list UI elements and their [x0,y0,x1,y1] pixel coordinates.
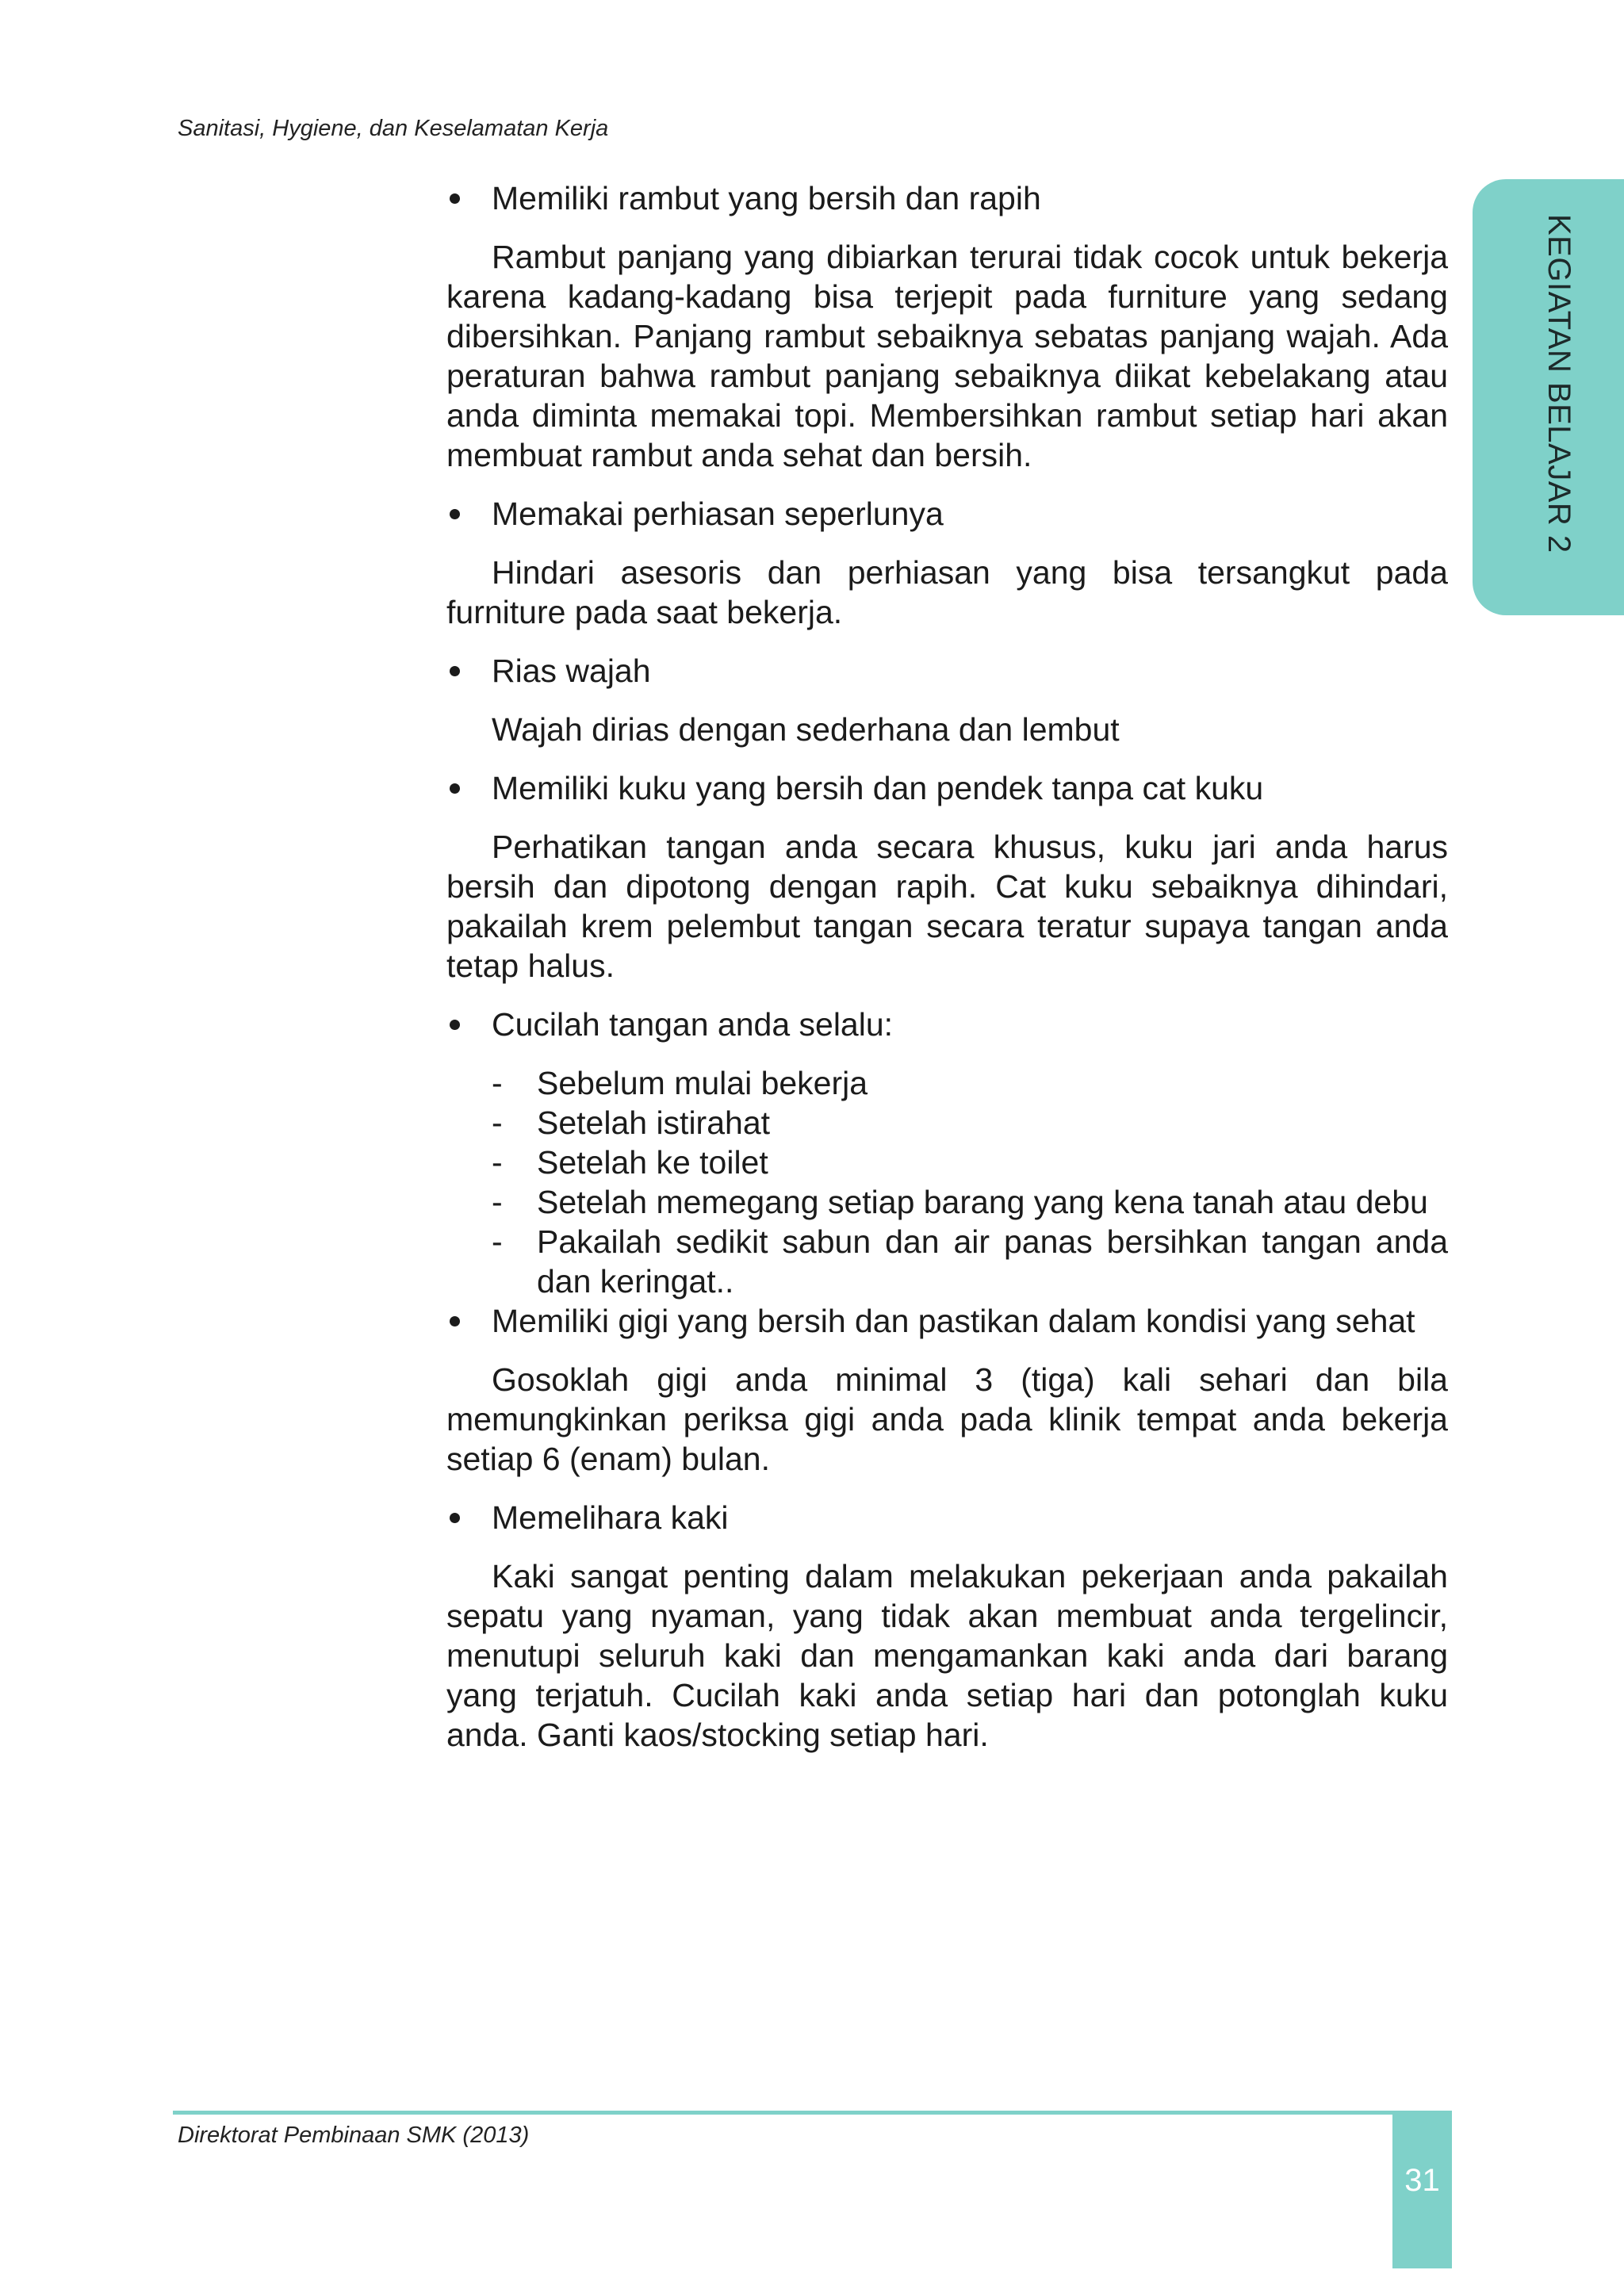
main-content [446,178,1448,1774]
bullet-item [446,1301,1448,1341]
bullet-dot-icon [450,666,460,676]
bullet-text: Cucilah tangan anda selalu: [492,1006,894,1043]
bullet-text: Memakai perhiasan seperlunya [492,496,944,532]
bullet-item [446,1005,1448,1044]
dash-item-text: Setelah memegang setiap barang yang kena tanah atau debu [537,1184,1428,1220]
bullet-text: Rias wajah [492,653,651,689]
paragraph: Perhatikan tangan anda secara khusus, kuku jari anda harus bersih dan dipotong dengan rapih. Cat kuku sebaiknya dihindari, pakailah krem pelembut tangan secara teratur supaya tangan anda tetap halus. [446,829,1448,984]
footer-publisher: Direktorat Pembinaan SMK (2013) [178,2123,530,2148]
dash-icon: - [492,1104,503,1141]
footer-rule [173,2111,1392,2115]
dash-item-text: Pakailah sedikit sabun dan air panas bersihkan tangan anda dan keringat.. [537,1223,1448,1300]
bullet-text: Memiliki rambut yang bersih dan rapih [492,180,1041,216]
dash-list-item [446,1182,1448,1222]
bullet-dot-icon [450,1513,460,1523]
bullet-text: Memiliki gigi yang bersih dan pastikan dalam kondisi yang sehat [492,1303,1415,1339]
bullet-item [446,768,1448,808]
bullet-dot-icon [450,193,460,204]
dash-list-item [446,1103,1448,1143]
paragraph: Hindari asesoris dan perhiasan yang bisa tersangkut pada furniture pada saat bekerja. [446,554,1448,630]
dash-list-item [446,1143,1448,1182]
dash-item-text: Setelah istirahat [537,1104,771,1141]
bullet-item [446,178,1448,218]
side-tab-label: KEGIATAN BELAJAR 2 [1542,214,1576,553]
dash-icon: - [492,1223,503,1260]
dash-item-text: Setelah ke toilet [537,1144,768,1181]
bullet-item [446,651,1448,691]
page-number: 31 [1404,2163,1440,2198]
dash-list-item [446,1063,1448,1103]
bullet-dot-icon [450,1316,460,1326]
paragraph: Kaki sangat penting dalam melakukan pekerjaan anda pakailah sepatu yang nyaman, yang tidak akan membuat anda tergelincir, menutupi seluruh kaki dan mengamankan kaki anda dari barang yang terjatuh. Cucilah kaki anda setiap hari dan potonglah kuku anda. Ganti kaos/stocking setiap hari. [446,1558,1448,1753]
bullet-text: Memelihara kaki [492,1499,729,1536]
running-header: Sanitasi, Hygiene, dan Keselamatan Kerja [178,116,609,141]
bullet-dot-icon [450,783,460,794]
bullet-item [446,494,1448,534]
bullet-text: Memiliki kuku yang bersih dan pendek tanpa cat kuku [492,770,1264,806]
bullet-item [446,1498,1448,1537]
paragraph: Rambut panjang yang dibiarkan terurai tidak cocok untuk bekerja karena kadang-kadang bisa terjepit pada furniture yang sedang dibersihkan. Panjang rambut sebaiknya sebatas panjang wajah. Ada peraturan bahwa rambut panjang sebaiknya diikat kebelakang atau anda diminta memakai topi. Membersihkan rambut setiap hari akan membuat rambut anda sehat dan bersih. [446,239,1448,473]
dash-list [446,1063,1448,1301]
paragraph: Gosoklah gigi anda minimal 3 (tiga) kali sehari dan bila memungkinkan periksa gigi anda pada klinik tempat anda bekerja setiap 6 (enam) bulan. [446,1361,1448,1477]
dash-icon: - [492,1065,503,1101]
bullet-dot-icon [450,1020,460,1030]
dash-icon: - [492,1144,503,1181]
dash-item-text: Sebelum mulai bekerja [537,1065,868,1101]
dash-list-item [446,1222,1448,1301]
bullet-dot-icon [450,509,460,519]
paragraph: Wajah dirias dengan sederhana dan lembut [492,711,1120,748]
dash-icon: - [492,1184,503,1220]
